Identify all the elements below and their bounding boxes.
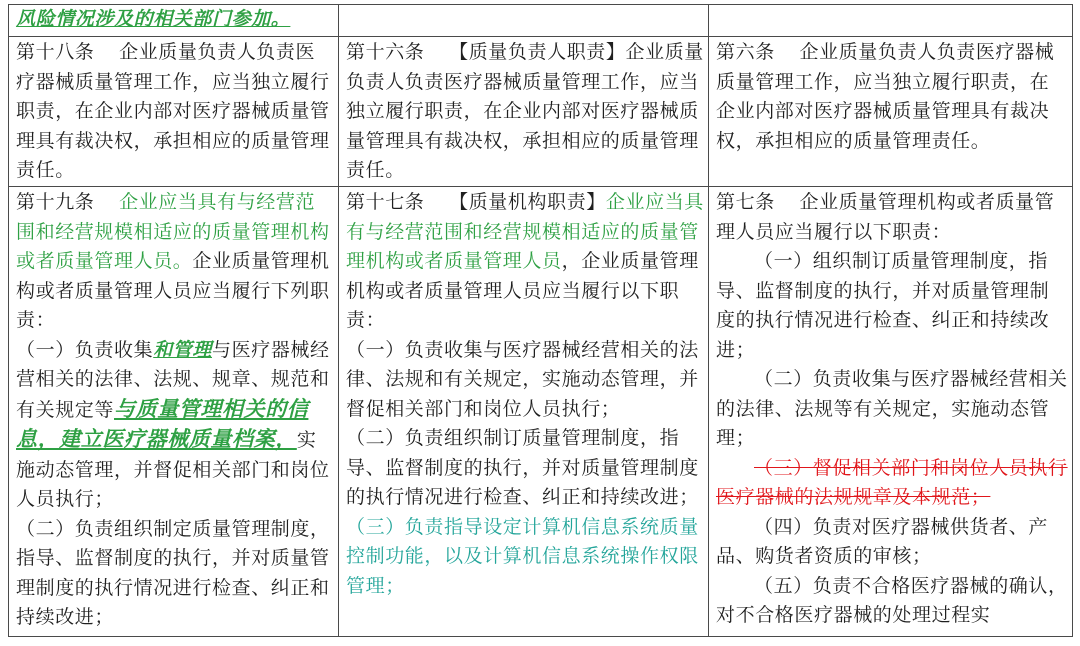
cell-r1-c3 bbox=[709, 37, 1073, 187]
article-label: 第十六条 bbox=[346, 41, 425, 63]
article-text: ，企业质量管理机构或者质量管理人员应当履行以下职责： bbox=[346, 250, 699, 331]
duty-item-3-deleted: （三）督促相关部门和岗位人员执行医疗器械的法规规章及本规范； bbox=[716, 456, 1068, 508]
article-paragraph bbox=[16, 188, 334, 336]
article-tag: 【质量负责人职责】 bbox=[449, 41, 626, 63]
article-tag: 【质量机构职责】 bbox=[449, 191, 606, 213]
article-text: 企业质量管理机构或者质量管理人员应当履行以下职责： bbox=[716, 191, 1055, 243]
cell-r2-c3 bbox=[709, 187, 1073, 637]
table-row bbox=[9, 187, 1073, 637]
article-label: 第十八条 bbox=[16, 41, 95, 63]
cell-r0-c3 bbox=[709, 5, 1073, 37]
article-text: 企业质量负责人负责医疗器械质量管理工作，应当独立履行职责，在企业内部对医疗器械质量管理具有裁决权，承担相应的质量管理责任。 bbox=[16, 41, 330, 181]
table-row bbox=[9, 37, 1073, 187]
article-paragraph bbox=[346, 188, 704, 336]
duty-item-1: （一）负责收集和管理与医疗器械经营相关的法律、法规、规章、规范和有关规定等与质量管理相关的信息，建立医疗器械质量档案，实施动态管理，并督促相关部门和岗位人员执行； bbox=[16, 338, 330, 510]
cell-r1-c2 bbox=[339, 37, 709, 187]
green-insert-text: 与质量管理相关的信息，建立医疗器械质量档案， bbox=[16, 396, 309, 451]
green-highlight-text: 风险情况涉及的相关部门参加。 bbox=[16, 8, 291, 30]
table-row bbox=[9, 5, 1073, 37]
article-label: 第十九条 bbox=[16, 191, 95, 213]
duty-item-2: （二）负责组织制定质量管理制度，指导、监督制度的执行，并对质量管理制度的执行情况进行检查、纠正和持续改进； bbox=[16, 517, 330, 628]
duty-item-3-added: （三）负责指导设定计算机信息系统质量控制功能，以及计算机信息系统操作权限管理； bbox=[346, 515, 699, 597]
article-text: 企业质量管理机构或者质量管理人员应当履行下列职责： bbox=[16, 250, 330, 331]
article-label: 第十七条 bbox=[346, 191, 425, 213]
cell-r2-c2 bbox=[339, 187, 709, 637]
cell-r1-c1 bbox=[9, 37, 339, 187]
duty-item-4: （四）负责对医疗器械供货者、产品、购货者资质的审核； bbox=[716, 515, 1049, 567]
article-text: 企业质量负责人负责医疗器械质量管理工作，应当独立履行职责，在企业内部对医疗器械质量管理具有裁决权，承担相应的质量管理责任。 bbox=[346, 41, 704, 181]
duty-item-1: （一）负责收集与医疗器械经营相关的法律、法规和有关规定，实施动态管理，并督促相关部门和岗位人员执行； bbox=[346, 338, 699, 420]
green-highlight-text: 企业应当具有与经营范围和经营规模相适应的质量管理机构或者质量管理人员。 bbox=[16, 191, 330, 272]
cell-r0-c1 bbox=[9, 5, 339, 37]
green-insert-text: 和管理 bbox=[153, 338, 213, 361]
duty-item-1: （一）组织制订质量管理制度，指导、监督制度的执行，并对质量管理制度的执行情况进行检查、纠正和持续改进； bbox=[716, 250, 1050, 361]
article-label: 第六条 bbox=[716, 41, 775, 63]
duty-item-2: （二）负责收集与医疗器械经营相关的法律、法规等有关规定，实施动态管理； bbox=[716, 368, 1068, 449]
green-highlight-text: 企业应当具有与经营范围和经营规模相适应的质量管理机构或者质量管理人员 bbox=[346, 191, 704, 272]
duty-item-2: （二）负责组织制订质量管理制度，指导、监督制度的执行，并对质量管理制度的执行情况进行检查、纠正和持续改进； bbox=[346, 427, 699, 508]
cell-r2-c1 bbox=[9, 187, 339, 637]
cell-r0-c2 bbox=[339, 5, 709, 37]
article-paragraph bbox=[716, 188, 1068, 247]
article-text: 企业质量负责人负责医疗器械质量管理工作，应当独立履行职责，在企业内部对医疗器械质量管理具有裁决权，承担相应的质量管理责任。 bbox=[716, 41, 1055, 152]
duty-item-5: （五）负责不合格医疗器械的确认，对不合格医疗器械的处理过程实 bbox=[716, 574, 1068, 626]
article-label: 第七条 bbox=[716, 191, 775, 213]
regulation-comparison-table bbox=[8, 4, 1073, 637]
